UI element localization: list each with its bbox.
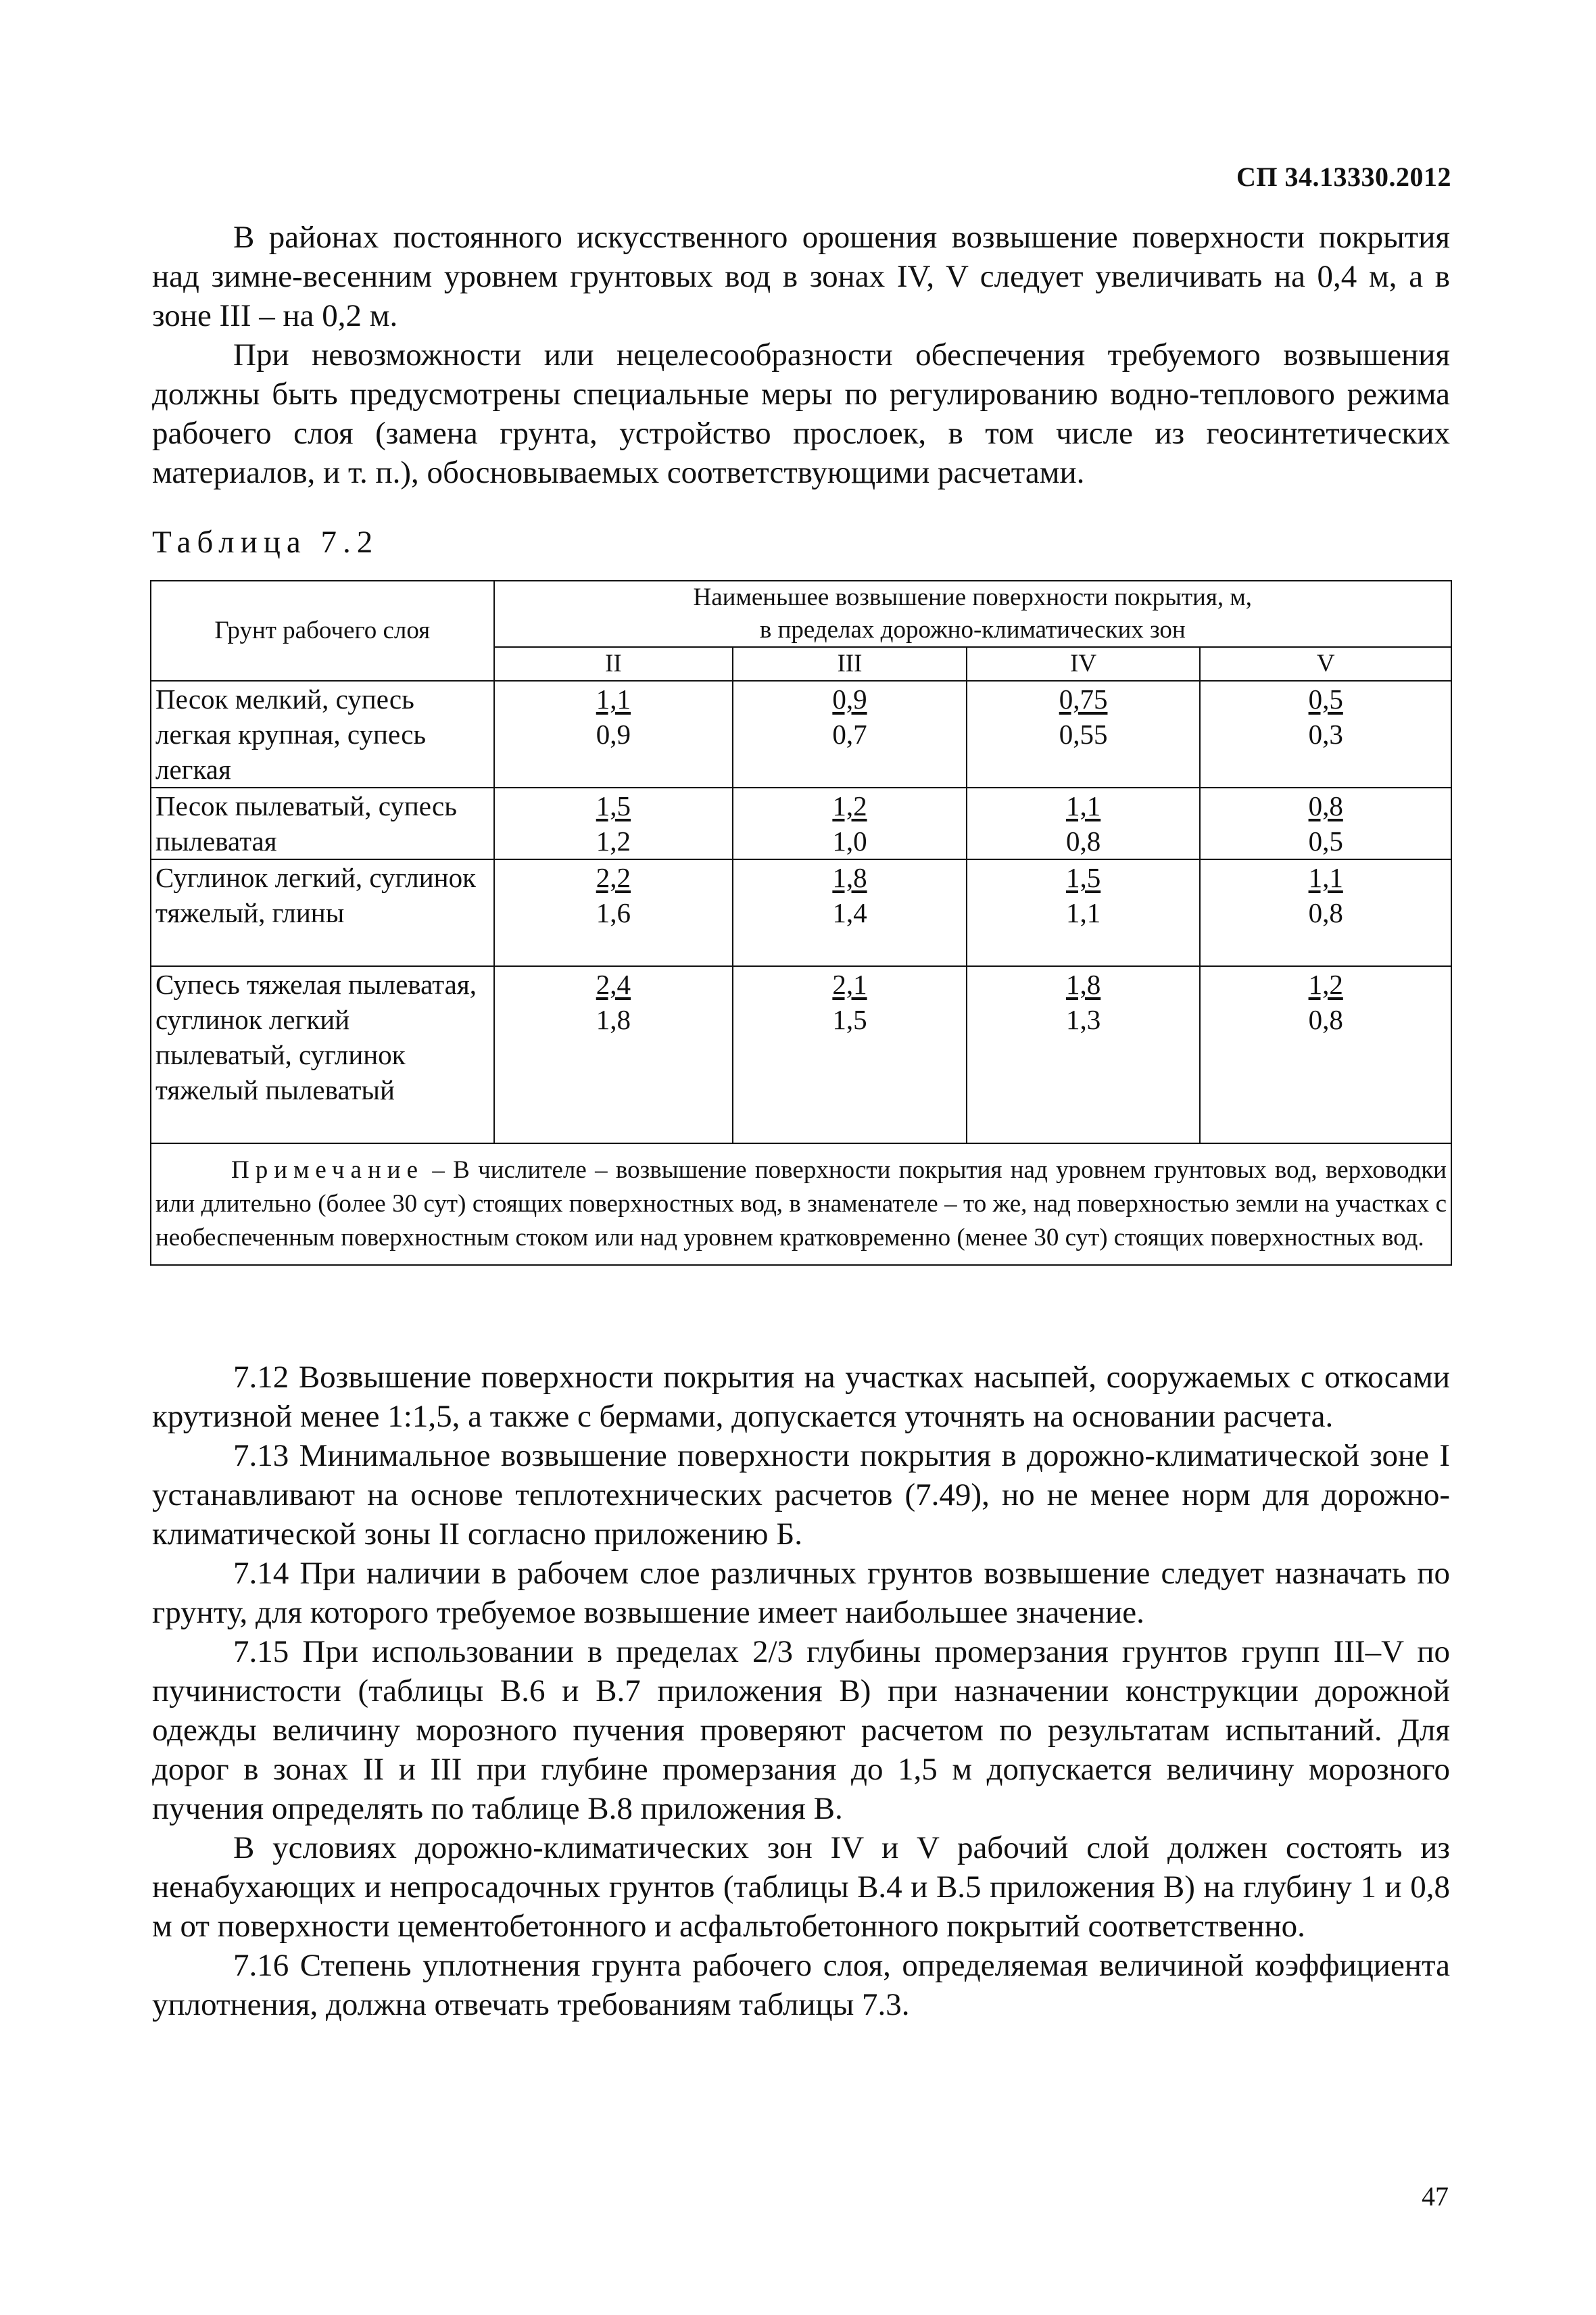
- paragraph: В районах постоянного искусственного орошения возвышение поверхности покрытия над зимне-весенним уровнем грунтовых вод в зонах IV, V следует увеличивать на 0,4 м, а в зоне III – на 0,2 м.: [152, 220, 1450, 333]
- numerator: 0,5: [1308, 684, 1343, 715]
- zone-header: V: [1200, 647, 1451, 681]
- value-cell: [967, 788, 1201, 859]
- denominator: 1,5: [832, 1004, 867, 1035]
- denominator: 1,6: [596, 897, 631, 928]
- numerator: 1,5: [596, 790, 631, 821]
- denominator: 0,5: [1308, 826, 1343, 857]
- denominator: 1,2: [596, 826, 631, 857]
- denominator: 1,4: [832, 897, 867, 928]
- soil-cell: Песок пылеватый, супесь пылеватая: [151, 788, 494, 859]
- numerator: 2,1: [832, 969, 867, 1000]
- numerator: 0,9: [832, 684, 867, 715]
- table-row: [151, 966, 1451, 1143]
- numerator: 1,5: [1065, 862, 1101, 893]
- numerator: 2,2: [596, 862, 631, 893]
- numerator: 0,8: [1308, 790, 1343, 821]
- denominator: 0,8: [1308, 1004, 1343, 1035]
- value-cell: [494, 966, 733, 1143]
- value-cell: [494, 681, 733, 788]
- value-cell: [733, 966, 967, 1143]
- numerator: 1,1: [1065, 790, 1101, 821]
- denominator: 0,8: [1065, 826, 1101, 857]
- group-header-line: в пределах дорожно-климатических зон: [759, 616, 1186, 644]
- denominator: 0,9: [596, 719, 631, 750]
- numerator: 1,8: [1065, 969, 1101, 1000]
- value-cell: [1200, 681, 1451, 788]
- value-cell: [1200, 966, 1451, 1143]
- numerator: 1,2: [832, 790, 867, 821]
- section-paragraph: 7.12 Возвышение поверхности покрытия на участках насыпей, сооружаемых с откосами крутизной менее 1:1,5, а также с бермами, допускается уточнять на основании расчета.: [152, 1360, 1450, 1434]
- sections-text: [152, 1358, 1450, 2024]
- value-cell: [967, 681, 1201, 788]
- soil-column-header: Грунт рабочего слоя: [151, 581, 494, 681]
- denominator: 0,3: [1308, 719, 1343, 750]
- group-header-line: Наименьшее возвышение поверхности покрытия, м,: [693, 583, 1253, 611]
- section-paragraph: В условиях дорожно-климатических зон IV и V рабочий слой должен состоять из ненабухающих и непросадочных грунтов (таблицы В.4 и В.5 приложения В) на глубину 1 и 0,8 м от поверхности цементобетонного и асфальтобетонного покрытий соответственно.: [152, 1830, 1450, 1944]
- zone-header: III: [733, 647, 967, 681]
- numerator: 1,1: [596, 684, 631, 715]
- elevation-table: [150, 580, 1452, 1266]
- soil-cell: Суглинок легкий, суглинок тяжелый, глины: [151, 859, 494, 966]
- section-paragraph: 7.15 При использовании в пределах 2/3 глубины промерзания грунтов групп III–V по пучинистости (таблицы В.6 и В.7 приложения В) при назначении конструкции дорожной одежды величину морозного пучения проверяют расчетом по результатам испытаний. Для дорог в зонах II и III при глубине промерзания до 1,5 м допускается величину морозного пучения определять по таблице В.8 приложения В.: [152, 1634, 1450, 1826]
- table-row: [151, 859, 1451, 966]
- numerator: 1,2: [1308, 969, 1343, 1000]
- denominator: 1,1: [1065, 897, 1101, 928]
- value-cell: [1200, 788, 1451, 859]
- section-paragraph: 7.14 При наличии в рабочем слое различных грунтов возвышение следует назначать по грунту, для которого требуемое возвышение имеет наибольшее значение.: [152, 1556, 1450, 1630]
- table-row: [151, 681, 1451, 788]
- note-label: Примечание: [231, 1156, 424, 1184]
- note-text: – В числителе – возвышение поверхности покрытия над уровнем грунтовых вод, верховодки или длительно (более 30 сут) стоящих поверхностных вод, в знаменателе – то же, над поверхностью земли на участках с необеспеченным поверхностным стоком или над уровнем кратковременно (менее 30 сут) стоящих поверхностных вод.: [155, 1156, 1447, 1251]
- page-number: 47: [1422, 2181, 1449, 2212]
- denominator: 0,55: [1059, 719, 1108, 750]
- table-row: [151, 788, 1451, 859]
- numerator: 2,4: [596, 969, 631, 1000]
- value-cell: [967, 859, 1201, 966]
- section-paragraph: 7.13 Минимальное возвышение поверхности покрытия в дорожно-климатической зоне I устанавливают на основе теплотехнических расчетов (7.49), но не менее норм для дорожно-климатической зоны II согласно приложению Б.: [152, 1438, 1450, 1552]
- zone-header: II: [494, 647, 733, 681]
- table-caption: Таблица 7.2: [152, 525, 379, 560]
- value-cell: [967, 966, 1201, 1143]
- numerator: 0,75: [1059, 684, 1108, 715]
- document-code: СП 34.13330.2012: [1236, 162, 1451, 192]
- value-cell: [1200, 859, 1451, 966]
- value-cell: [733, 788, 967, 859]
- table-header-row: [151, 581, 1451, 647]
- numerator: 1,8: [832, 862, 867, 893]
- soil-cell: Супесь тяжелая пылеватая, суглинок легкий пылеватый, суглинок тяжелый пылеватый: [151, 966, 494, 1143]
- section-paragraph: 7.16 Степень уплотнения грунта рабочего слоя, определяемая величиной коэффициента уплотнения, должна отвечать требованиям таблицы 7.3.: [152, 1948, 1450, 2022]
- value-cell: [733, 681, 967, 788]
- value-cell: [494, 859, 733, 966]
- numerator: 1,1: [1308, 862, 1343, 893]
- intro-text: [152, 218, 1450, 492]
- denominator: 0,7: [832, 719, 867, 750]
- denominator: 0,8: [1308, 897, 1343, 928]
- soil-cell: Песок мелкий, супесь легкая крупная, супесь легкая: [151, 681, 494, 788]
- value-cell: [494, 788, 733, 859]
- denominator: 1,0: [832, 826, 867, 857]
- zone-header: IV: [967, 647, 1201, 681]
- table-note: [151, 1143, 1451, 1265]
- denominator: 1,3: [1065, 1004, 1101, 1035]
- group-header: [494, 581, 1451, 647]
- table-note-row: [151, 1143, 1451, 1265]
- denominator: 1,8: [596, 1004, 631, 1035]
- paragraph: При невозможности или нецелесообразности обеспечения требуемого возвышения должны быть предусмотрены специальные меры по регулированию водно-теплового режима рабочего слоя (замена грунта, устройство прослоек, в том числе из геосинтетических материалов, и т. п.), обосновываемых соответствующими расчетами.: [152, 337, 1450, 490]
- value-cell: [733, 859, 967, 966]
